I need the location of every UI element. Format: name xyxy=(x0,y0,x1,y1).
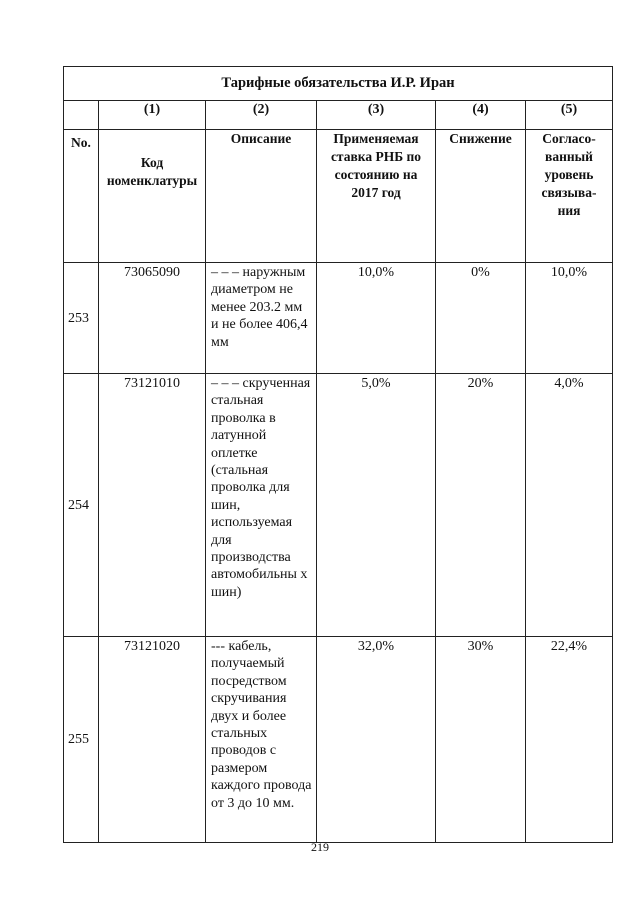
row-code: 73121020 xyxy=(99,637,206,843)
header-bound-rate: Согласо-ванный уровень связыва-ния xyxy=(526,130,613,263)
row-bound-rate: 22,4% xyxy=(526,637,613,843)
table-title-row xyxy=(64,67,613,101)
header-row xyxy=(64,130,613,263)
header-no: No. xyxy=(64,130,99,263)
row-applied-rate: 32,0% xyxy=(317,637,436,843)
row-code: 73065090 xyxy=(99,263,206,374)
table-title: Тарифные обязательства И.Р. Иран xyxy=(64,67,613,101)
row-bound-rate: 4,0% xyxy=(526,374,613,637)
row-reduction: 20% xyxy=(436,374,526,637)
row-reduction: 30% xyxy=(436,637,526,843)
row-applied-rate: 5,0% xyxy=(317,374,436,637)
header-reduction: Снижение xyxy=(436,130,526,263)
table-row xyxy=(64,374,613,637)
row-description: --- кабель, получаемый посредством скручивания двух и более стальных проводов с размером каждого провода от 3 до 10 мм. xyxy=(206,637,317,843)
row-description: – – – наружным диаметром не менее 203.2 мм и не более 406,4 мм xyxy=(206,263,317,374)
row-number: 254 xyxy=(64,374,99,637)
column-number-empty xyxy=(64,101,99,130)
table-row xyxy=(64,637,613,843)
column-number-row xyxy=(64,101,613,130)
column-number-3: (3) xyxy=(317,101,436,130)
tariff-commitments-table xyxy=(63,66,613,843)
header-applied-rate: Применяемая ставка РНБ по состоянию на 2017 год xyxy=(317,130,436,263)
table-row xyxy=(64,263,613,374)
row-applied-rate: 10,0% xyxy=(317,263,436,374)
header-description: Описание xyxy=(206,130,317,263)
row-description: – – – скрученная стальная проволка в латунной оплетке (стальная проволка для шин, используемая для производства автомобильны х шин) xyxy=(206,374,317,637)
page-number: 219 xyxy=(311,840,329,854)
column-number-2: (2) xyxy=(206,101,317,130)
row-number: 255 xyxy=(64,637,99,843)
row-number: 253 xyxy=(64,263,99,374)
row-code: 73121010 xyxy=(99,374,206,637)
row-reduction: 0% xyxy=(436,263,526,374)
row-bound-rate: 10,0% xyxy=(526,263,613,374)
column-number-1: (1) xyxy=(99,101,206,130)
column-number-4: (4) xyxy=(436,101,526,130)
column-number-5: (5) xyxy=(526,101,613,130)
header-code: Код номенклатуры xyxy=(99,130,206,263)
